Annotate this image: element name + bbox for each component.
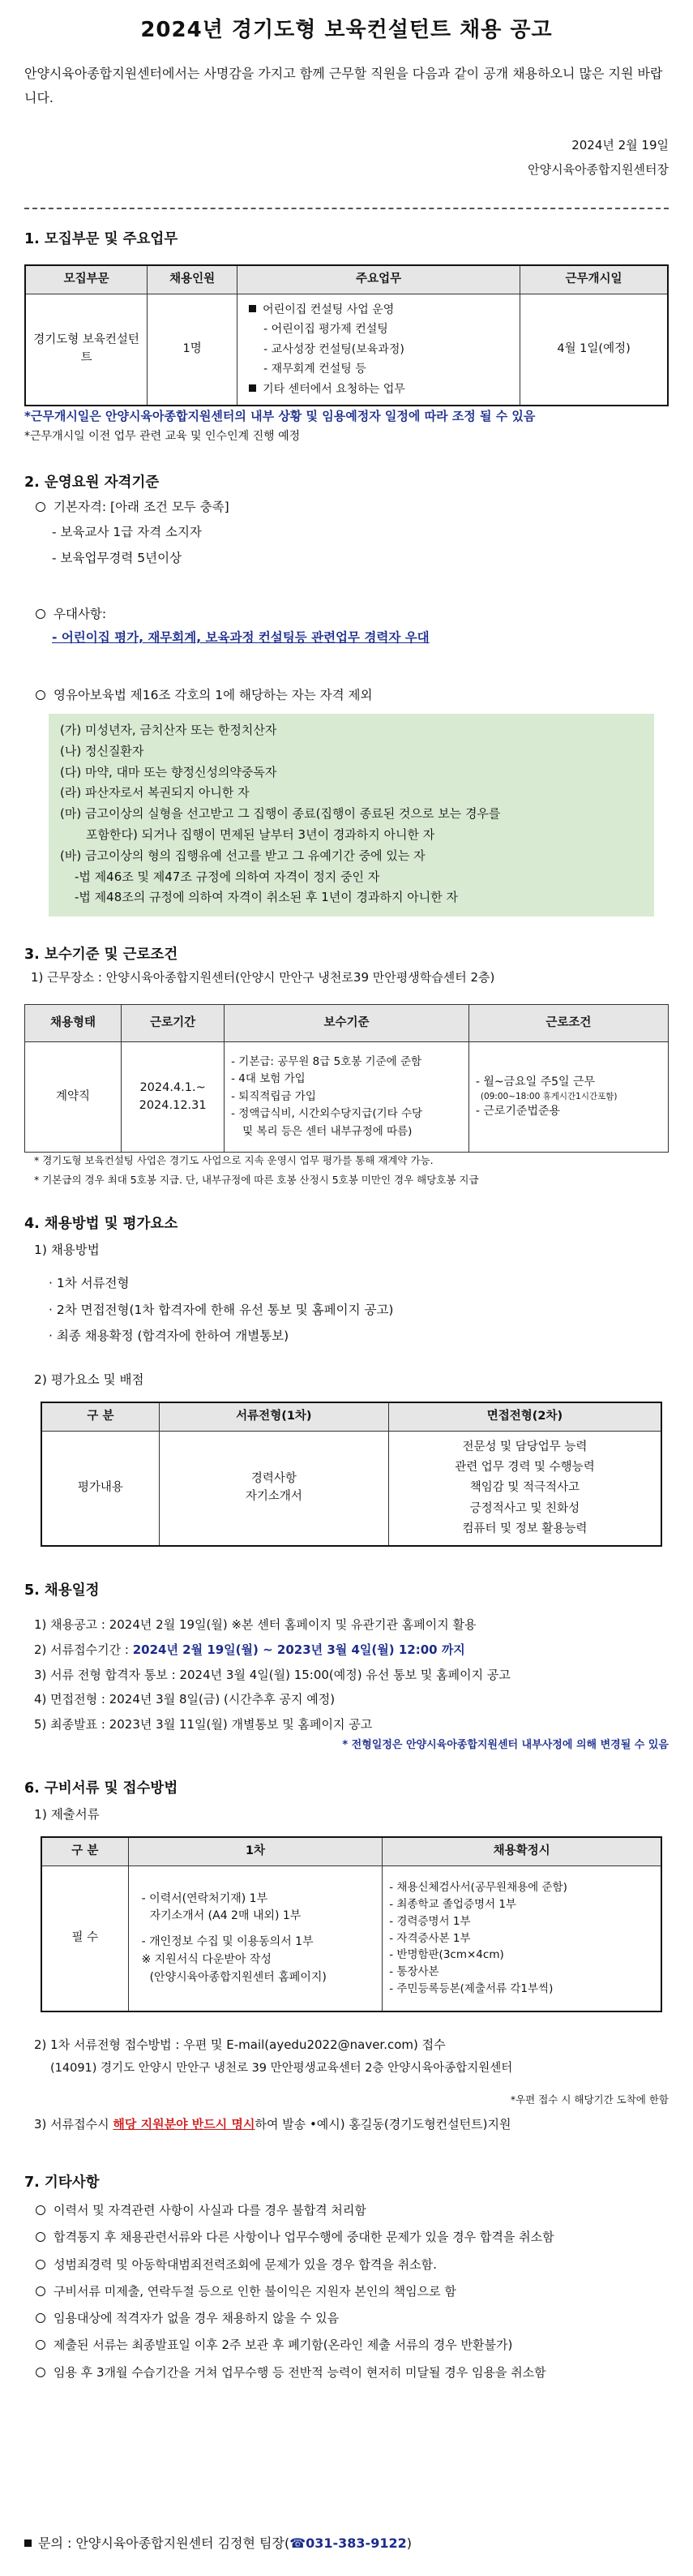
contact-phone: ☎031-383-9122 (289, 2535, 407, 2551)
apply-method: 2) 1차 서류전형 접수방법 : 우편 및 E-mail(ayedu2022@naver.com) 접수 (34, 2037, 446, 2052)
divider (24, 208, 669, 209)
docs-sub-label: 1) 제출서류 (34, 1807, 100, 1822)
schedule-item: 1) 채용공고 : 2024년 2월 19일(월) ※본 센터 홈페이지 및 유관기관 홈페이지 활용 (34, 1617, 477, 1632)
schedule-item: 4) 면접전형 : 2024년 3월 8일(금) (시간추후 공지 예정) (34, 1692, 336, 1707)
col-header: 보수기준 (225, 1005, 469, 1042)
circle-bullet-icon (36, 2232, 45, 2242)
col-header: 1차 (128, 1837, 383, 1865)
etc-item: 제출된 서류는 최종발표일 이후 2주 보관 후 폐기함(온라인 제출 서류의 경우 반환불가) (36, 2336, 669, 2355)
docs-table-wrap (41, 1836, 662, 2012)
recruit-table-wrap (24, 264, 669, 406)
excl-item: (다) 마약, 대마 또는 향정신성의약중독자 (60, 764, 277, 779)
pay-table (24, 1004, 669, 1153)
apply-instruction: 3) 서류접수시 해당 지원분야 반드시 명시하여 발송 •예시) 홍길동(경기도형컨설턴트)지원 (34, 2117, 511, 2132)
etc-item: 임용대상에 적격자가 없을 경우 채용하지 않을 수 있음 (36, 2309, 669, 2328)
s3-note-1: * 경기도형 보육컨설팅 사업은 경기도 사업으로 지속 운영시 업무 평가를 통해 재계약 가능. (34, 1154, 434, 1166)
duty-item: - 재무회계 컨설팅 등 (263, 363, 366, 376)
etc-item: 이력서 및 자격관련 사항이 사실과 다를 경우 불합격 처리함 (36, 2201, 669, 2220)
work-place: 1) 근무장소 : 안양시육아종합지원센터(안양시 만안구 냉천로39 만안평생학습센터 2층) (31, 970, 495, 985)
excl-item: (가) 미성년자, 금치산자 또는 한정치산자 (60, 723, 277, 737)
circle-bullet-icon (36, 690, 45, 700)
duty-item: - 어린이집 평가제 컨설팅 (263, 323, 388, 337)
method-label: 1) 채용방법 (34, 1243, 100, 1257)
schedule-item: 3) 서류 전형 합격자 통보 : 2024년 3월 4일(월) 15:00(예정) 유선 통보 및 홈페이지 공고 (34, 1667, 511, 1682)
dept-cell: 경기도형 보육컨설턴트 (25, 294, 148, 406)
recruit-table (24, 264, 669, 406)
section-2-title: 2. 운영요원 자격기준 (24, 474, 160, 491)
section-4-title: 4. 채용방법 및 평가요소 (24, 1216, 178, 1232)
eval-row-label: 평가내용 (41, 1431, 159, 1546)
etc-item: 임용 후 3개월 수습기간을 거쳐 업무수행 등 전반적 능력이 현저히 미달될 경우 임용을 취소함 (36, 2363, 669, 2382)
col-header: 서류전형(1차) (159, 1402, 388, 1431)
final-docs-cell: - 채용신체검사서(공무원채용에 준함) - 최종학교 졸업증명서 1부 - 경력증명서 1부 - 자격증사본 1부 - 반명함판(3cm×4cm) - 통장사본 - 주민등록등본(제출서류 각1부씩) (383, 1865, 661, 2011)
exclusion-label-row (24, 686, 669, 705)
circle-bullet-icon (36, 609, 45, 619)
col-header: 채용인원 (148, 265, 237, 294)
schedule-list (24, 1612, 669, 1737)
basic-item: - 보육교사 1급 자격 소지자 (52, 525, 202, 540)
circle-bullet-icon (36, 2313, 45, 2323)
duty-item: - 교사성장 컨설팅(보육과정) (263, 342, 404, 356)
circle-bullet-icon (36, 2260, 45, 2269)
col-header: 구 분 (41, 1402, 159, 1431)
duty-item: 기타 센터에서 요청하는 업무 (249, 380, 513, 400)
header (24, 15, 669, 46)
excl-item: -법 제48조의 규정에 의하여 자격이 취소된 후 1년이 경과하지 아니한 자 (75, 890, 458, 905)
excl-item: (라) 파산자로서 복권되지 아니한 자 (60, 785, 250, 801)
first-docs-cell: - 이력서(연락처기재) 1부 자기소개서 (A4 2매 내외) 1부 - 개인정보 수집 및 이용동의서 1부 ※ 지원서식 다운받아 작성 (안양시육아종합지원센터 홈페이지) (128, 1865, 383, 2011)
schedule-note: * 전형일정은 안양시육아종합지원센터 내부사정에 의해 변경될 수 있음 (342, 1739, 669, 1751)
duties-cell (237, 294, 520, 406)
apply-highlight: 해당 지원분야 반드시 명시 (113, 2117, 255, 2132)
etc-item: 구비서류 미제출, 연락두절 등으로 인한 불이익은 지원자 본인의 책임으로 함 (36, 2282, 669, 2301)
pay-table-wrap (24, 1004, 669, 1153)
eval-table-wrap (41, 1402, 662, 1547)
circle-bullet-icon (36, 2340, 45, 2350)
method-item: · 1차 서류전형 (49, 1276, 130, 1290)
excl-label: 영유아보육법 제16조 각호의 1에 해당하는 자는 자격 제외 (53, 688, 373, 702)
etc-item: 성범죄경력 및 아동학대범죄전력조회에 문제가 있을 경우 합격을 취소함. (36, 2256, 669, 2274)
section-3-title: 3. 보수기준 및 근로조건 (24, 947, 178, 963)
pay-item: 및 복리 등은 센터 내부규정에 따름) (242, 1124, 413, 1138)
col-header: 근무개시일 (520, 265, 668, 294)
docs-table (41, 1836, 662, 2012)
contact-line: 문의 : 안양시육아종합지원센터 김정현 팀장(☎031-383-9122) (24, 2534, 669, 2553)
col-header: 주요업무 (237, 265, 520, 294)
square-bullet-icon (24, 2540, 32, 2547)
duty-item: 어린이집 컨설팅 사업 운영 (249, 300, 513, 320)
eval-table (41, 1402, 662, 1547)
schedule-item: 5) 최종발표 : 2023년 3월 11일(월) 개별통보 및 홈페이지 공고 (34, 1717, 373, 1732)
col-header: 근로조건 (468, 1005, 668, 1042)
pref-label: 우대사항: (53, 607, 107, 621)
method-item: · 최종 채용확정 (합격자에 한하여 개별통보) (49, 1329, 289, 1344)
start-cell: 4월 1일(예정) (520, 294, 668, 406)
etc-item: 합격통지 후 채용관련서류와 다른 사항이나 업무수행에 중대한 문제가 있을 경우 합격을 취소함 (36, 2228, 669, 2247)
s3-note-2: * 기본급의 경우 최대 5호봉 지급. 단, 내부규정에 따른 호봉 산정시 5호봉 미만인 경우 해당호봉 지급 (34, 1174, 479, 1186)
pay-item: - 정액급식비, 시간외수당지급(기타 수당 (231, 1107, 423, 1121)
apply-period: 2024년 2월 19일(월) ~ 2023년 3월 4일(월) 12:00 까지 (132, 1642, 465, 1657)
eval-label: 2) 평가요소 및 배점 (34, 1372, 144, 1387)
square-bullet-icon (249, 384, 256, 392)
etc-list (24, 2201, 669, 2390)
exclusion-box (49, 714, 654, 917)
apply-address: (14091) 경기도 안양시 만안구 냉천로 39 만안평생교육센터 2층 안양시육아종합지원센터 (50, 2062, 513, 2075)
section-5-title: 5. 채용일정 (24, 1582, 100, 1599)
schedule-item: 2) 서류접수기간 : 2024년 2월 19일(월) ~ 2023년 3월 4일(월) 12:00 까지 (34, 1642, 465, 1657)
excl-item: 포함한다) 되거나 집행이 면제된 날부터 3년이 경과하지 아니한 자 (86, 826, 435, 842)
circle-bullet-icon (36, 2368, 45, 2377)
pay-item: - 퇴직적립금 가입 (231, 1089, 316, 1103)
col-header: 근로기간 (122, 1005, 225, 1042)
col-header: 모집부문 (25, 265, 148, 294)
intro-text: 안양시육아종합지원센터에서는 사명감을 가지고 함께 근무할 직원을 다음과 같이 공개 채용하오니 많은 지원 바랍니다. (24, 66, 663, 105)
col-header: 채용확정시 (383, 1837, 661, 1865)
pref-item: - 어린이집 평가, 재무회계, 보육과정 컨설팅등 관련업무 경력자 우대 (52, 630, 430, 646)
excl-item: (나) 정신질환자 (60, 743, 144, 758)
col-header: 면접전형(2차) (388, 1402, 661, 1431)
circle-bullet-icon (36, 502, 45, 512)
col-header: 구 분 (41, 1837, 128, 1865)
period-cell: 2024.4.1.~ 2024.12.31 (122, 1042, 225, 1153)
square-bullet-icon (249, 305, 256, 312)
section-6-title: 6. 구비서류 및 접수방법 (24, 1780, 178, 1797)
excl-item: -법 제46조 및 제47조 규정에 의하여 자격이 정지 중인 자 (75, 869, 380, 884)
docs-row-label: 필 수 (41, 1865, 128, 2011)
basic-qual (24, 498, 669, 568)
type-cell: 계약직 (25, 1042, 122, 1153)
section-1-title: 1. 모집부문 및 주요업무 (24, 231, 178, 247)
excl-item: (마) 금고이상의 실형을 선고받고 그 집행이 종료(집행이 종료된 것으로 보는 경우를 (60, 806, 501, 822)
circle-bullet-icon (36, 2205, 45, 2215)
s1-note-2: *근무개시일 이전 업무 관련 교육 및 인수인계 진행 예정 (24, 430, 301, 443)
doc-cell: 경력사항 자기소개서 (159, 1431, 388, 1546)
notice-org: 안양시육아종합지원센터장 (528, 162, 669, 177)
cond-cell: - 월~금요일 주5일 근무 (09:00~18:00 휴게시간1시간포함) - 근로기준법준용 (468, 1042, 668, 1153)
pay-item: - 4대 보험 가입 (231, 1072, 306, 1086)
pay-cell (225, 1042, 469, 1153)
count-cell: 1명 (148, 294, 237, 406)
basic-qual-label: 기본자격: [아래 조건 모두 충족] (53, 500, 229, 514)
method-list (24, 1270, 669, 1350)
pay-item: - 기본급: 공무원 8급 5호봉 기준에 준함 (231, 1054, 422, 1068)
basic-item: - 보육업무경력 5년이상 (52, 550, 182, 565)
s1-note-1: *근무개시일은 안양시육아종합지원센터의 내부 상황 및 임용예정자 일정에 따라 조정 될 수 있음 (24, 409, 536, 423)
section-7-title: 7. 기타사항 (24, 2175, 100, 2191)
notice-date: 2024년 2월 19일 (571, 138, 669, 152)
circle-bullet-icon (36, 2286, 45, 2296)
preference (24, 605, 669, 648)
excl-item: (바) 금고이상의 형의 집행유예 선고를 받고 그 유예기간 중에 있는 자 (60, 848, 426, 863)
method-item: · 2차 면접전형(1차 합격자에 한해 유선 통보 및 홈페이지 공고) (49, 1302, 394, 1317)
col-header: 채용형태 (25, 1005, 122, 1042)
page-title: 2024년 경기도형 보육컨설턴트 채용 공고 (140, 18, 553, 42)
interview-cell: 전문성 및 담당업무 능력 관련 업무 경력 및 수행능력 책임감 및 적극적사고 긍정적사고 및 친화성 컴퓨터 및 정보 활용능력 (388, 1431, 661, 1546)
apply-note: *우편 접수 시 해당기간 도착에 한함 (510, 2093, 669, 2106)
